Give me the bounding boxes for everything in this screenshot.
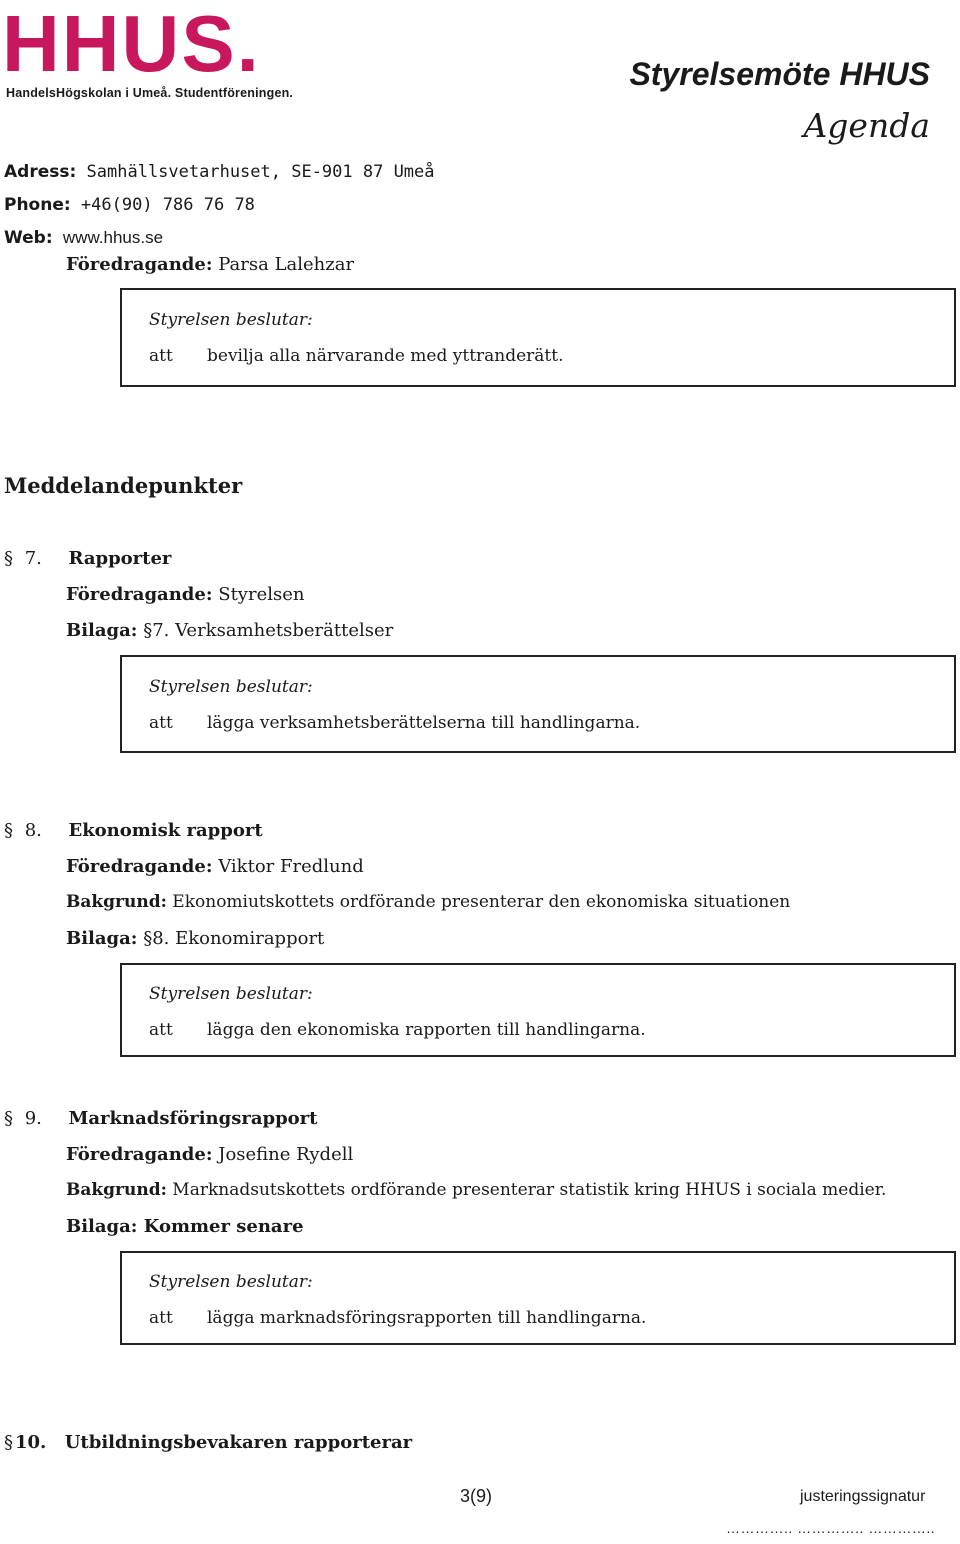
item-title: Utbildningsbevakaren rapporterar [64,1432,413,1453]
item-9-presenter [66,1144,353,1165]
signature-line: ………….. ………….. ………….. [726,1520,936,1536]
item-9-attachment [66,1216,304,1237]
item-title: Marknadsföringsrapport [68,1108,318,1129]
attachment-label: Bilaga: [66,928,138,949]
attachment-label: Bilaga: Kommer senare [66,1216,304,1237]
decision-box [120,1251,956,1345]
decision-heading: Styrelsen beslutar: [149,984,313,1004]
contact-web [4,228,163,248]
presenter-value: Parsa Lalehzar [218,254,355,275]
item-9-background [66,1180,886,1200]
item-7-presenter [66,584,304,605]
decision-att: att [149,1020,173,1040]
address-label: Adress: [4,162,77,182]
web-link[interactable]: www.hhus.se [62,228,164,247]
document-subtitle: Agenda [803,106,930,145]
paragraph-symbol: § [4,1108,13,1129]
item-7-attachment [66,620,393,641]
background-value: Marknadsutskottets ordförande presenterar statistik kring HHUS i sociala medier. [172,1180,887,1200]
item-number: 9. [24,1108,42,1129]
presenter-value: Viktor Fredlund [218,856,364,877]
decision-att: att [149,1308,173,1328]
decision-box [120,288,956,387]
decision-box [120,963,956,1057]
presenter-value: Josefine Rydell [218,1144,354,1165]
presenter-label: Föredragande: [66,1144,213,1165]
paragraph-symbol: § [4,548,13,569]
presenter-label: Föredragande: [66,584,213,605]
signature-label: justeringssignatur [800,1488,926,1505]
item-number: 8. [24,820,42,841]
decision-heading: Styrelsen beslutar: [149,310,313,330]
presenter-value: Styrelsen [218,584,305,605]
background-label: Bakgrund: [66,1180,167,1200]
item-8-heading [4,820,263,841]
decision-att: att [149,346,173,366]
decision-heading: Styrelsen beslutar: [149,677,313,697]
contact-address [4,162,435,182]
item-7-heading [4,548,171,569]
item-10-heading [4,1432,412,1453]
phone-label: Phone: [4,195,71,215]
logo-wordmark: HHUS. [2,0,261,88]
decision-text: bevilja alla närvarande med yttranderätt. [207,346,564,366]
section-heading: Meddelandepunkter [4,473,243,498]
paragraph-symbol: § [4,820,13,841]
item-number: 7. [24,548,42,569]
presenter-label: Föredragande: [66,254,213,275]
logo-subtitle: HandelsHögskolan i Umeå. Studentföreningen. [6,86,294,100]
decision-att: att [149,713,173,733]
address-value: Samhällsvetarhuset, SE-901 87 Umeå [86,162,435,182]
item-title: Rapporter [68,548,172,569]
attachment-value: §8. Ekonomirapport [143,928,325,949]
item-8-attachment [66,928,324,949]
decision-box [120,655,956,753]
item-9-heading [4,1108,317,1129]
background-label: Bakgrund: [66,892,167,912]
intro-presenter [66,254,354,275]
phone-value: +46(90) 786 76 78 [80,195,255,215]
paragraph-symbol: § [4,1432,13,1453]
background-value: Ekonomiutskottets ordförande presenterar den ekonomiska situationen [172,892,791,912]
decision-heading: Styrelsen beslutar: [149,1272,313,1292]
item-number: 10. [15,1432,47,1453]
item-title: Ekonomisk rapport [68,820,263,841]
item-8-background [66,892,790,912]
decision-text: lägga marknadsföringsrapporten till handlingarna. [207,1308,647,1328]
document-title: Styrelsemöte HHUS [629,56,930,92]
page-number: 3(9) [460,1486,493,1506]
attachment-label: Bilaga: [66,620,138,641]
attachment-value: §7. Verksamhetsberättelser [143,620,394,641]
decision-text: lägga den ekonomiska rapporten till handlingarna. [207,1020,646,1040]
hhus-logo [2,0,342,102]
item-8-presenter [66,856,364,877]
presenter-label: Föredragande: [66,856,213,877]
contact-phone [4,195,255,215]
web-label: Web: [4,228,53,248]
decision-text: lägga verksamhetsberättelserna till handlingarna. [207,713,641,733]
